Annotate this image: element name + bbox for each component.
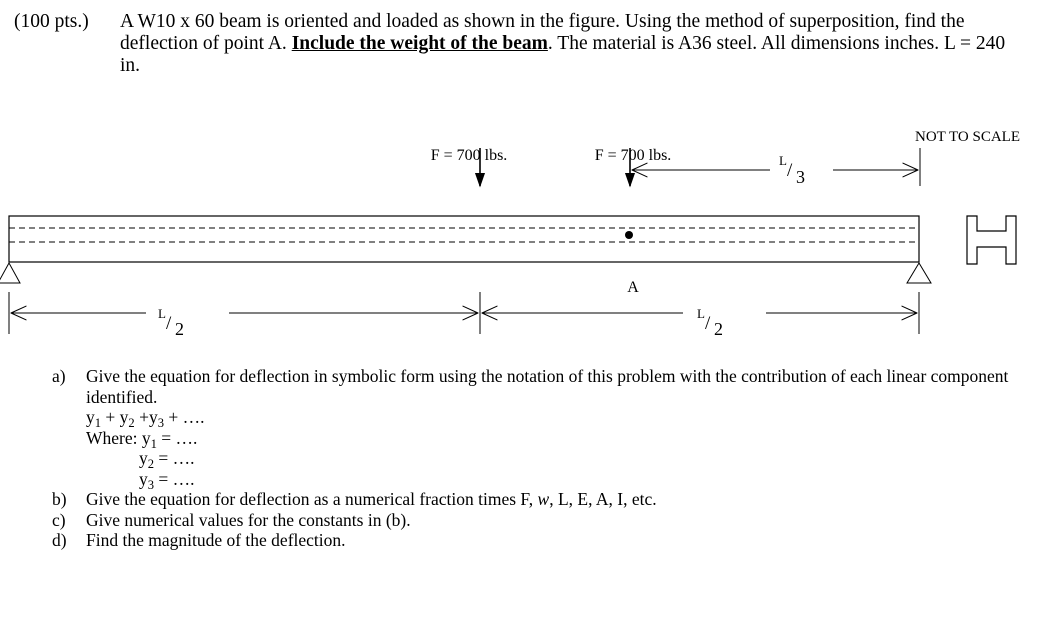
not-to-scale-note: NOT TO SCALE bbox=[914, 129, 1020, 145]
statement-text-1: A W10 x 60 beam is oriented and loaded as shown in the figure. Using the method of superposition, find the deflection of point A. bbox=[120, 11, 965, 54]
part-a-text: Give the equation for deflection in symbolic form using the notation of this problem with the contribution of each linear component identified. bbox=[86, 366, 1009, 407]
part-b-w: w bbox=[537, 489, 550, 509]
dim-top-label-den: 3 bbox=[796, 167, 805, 187]
beam-diagram bbox=[0, 118, 1047, 348]
statement-text-2: . The material is A36 steel. All dimensions inches. L = 240 in. bbox=[120, 33, 1006, 76]
part-d bbox=[52, 530, 1042, 551]
part-b-text-end: , L, E, A, I, etc. bbox=[549, 489, 657, 509]
part-a bbox=[52, 366, 1042, 492]
load-label-1: F = 700 lbs. bbox=[430, 147, 508, 164]
dim-right-label-slash: / bbox=[705, 313, 711, 334]
part-c-letter: c) bbox=[52, 509, 66, 530]
statement-emphasis: Include the weight of the beam bbox=[291, 33, 548, 54]
load-label-2: F = 700 lbs. bbox=[594, 147, 672, 164]
part-b-text: Give the equation for deflection as a numerical fraction times F, bbox=[86, 489, 538, 509]
beam-body bbox=[9, 216, 919, 262]
point-a-label: A bbox=[627, 279, 639, 296]
part-c bbox=[52, 510, 1042, 531]
deflection-sum: $y_1 + y_2 +y_3$ + …. bbox=[86, 407, 205, 430]
dim-right-label-num: L bbox=[697, 306, 705, 321]
question-parts bbox=[52, 366, 1042, 551]
where-y1: Where: $y_1$ = …. bbox=[86, 427, 198, 451]
dim-left-label-num: L bbox=[158, 306, 166, 321]
dim-top-label-slash: / bbox=[787, 160, 793, 181]
right-support bbox=[907, 263, 931, 283]
where-y2: $y_2$ = …. bbox=[139, 448, 195, 471]
dim-left-label-den: 2 bbox=[175, 319, 184, 339]
part-c-text: Give numerical values for the constants in (b). bbox=[86, 509, 411, 530]
where-y3: $y_3$ = …. bbox=[139, 468, 195, 492]
part-b bbox=[52, 489, 1042, 510]
problem-body bbox=[120, 11, 1030, 77]
dim-right-label-den: 2 bbox=[714, 319, 723, 339]
part-a-letter: a) bbox=[52, 366, 66, 386]
left-support bbox=[0, 263, 20, 283]
point-a-marker bbox=[625, 231, 633, 239]
beam-figure bbox=[0, 118, 1047, 348]
part-d-letter: d) bbox=[52, 530, 67, 550]
w-section-icon bbox=[967, 216, 1016, 264]
dim-top-label-num: L bbox=[779, 153, 787, 168]
problem-points: (100 pts.) bbox=[14, 11, 89, 32]
part-d-text: Find the magnitude of the deflection. bbox=[86, 530, 346, 550]
dim-left-label-slash: / bbox=[166, 313, 172, 334]
part-b-letter: b) bbox=[52, 489, 67, 509]
